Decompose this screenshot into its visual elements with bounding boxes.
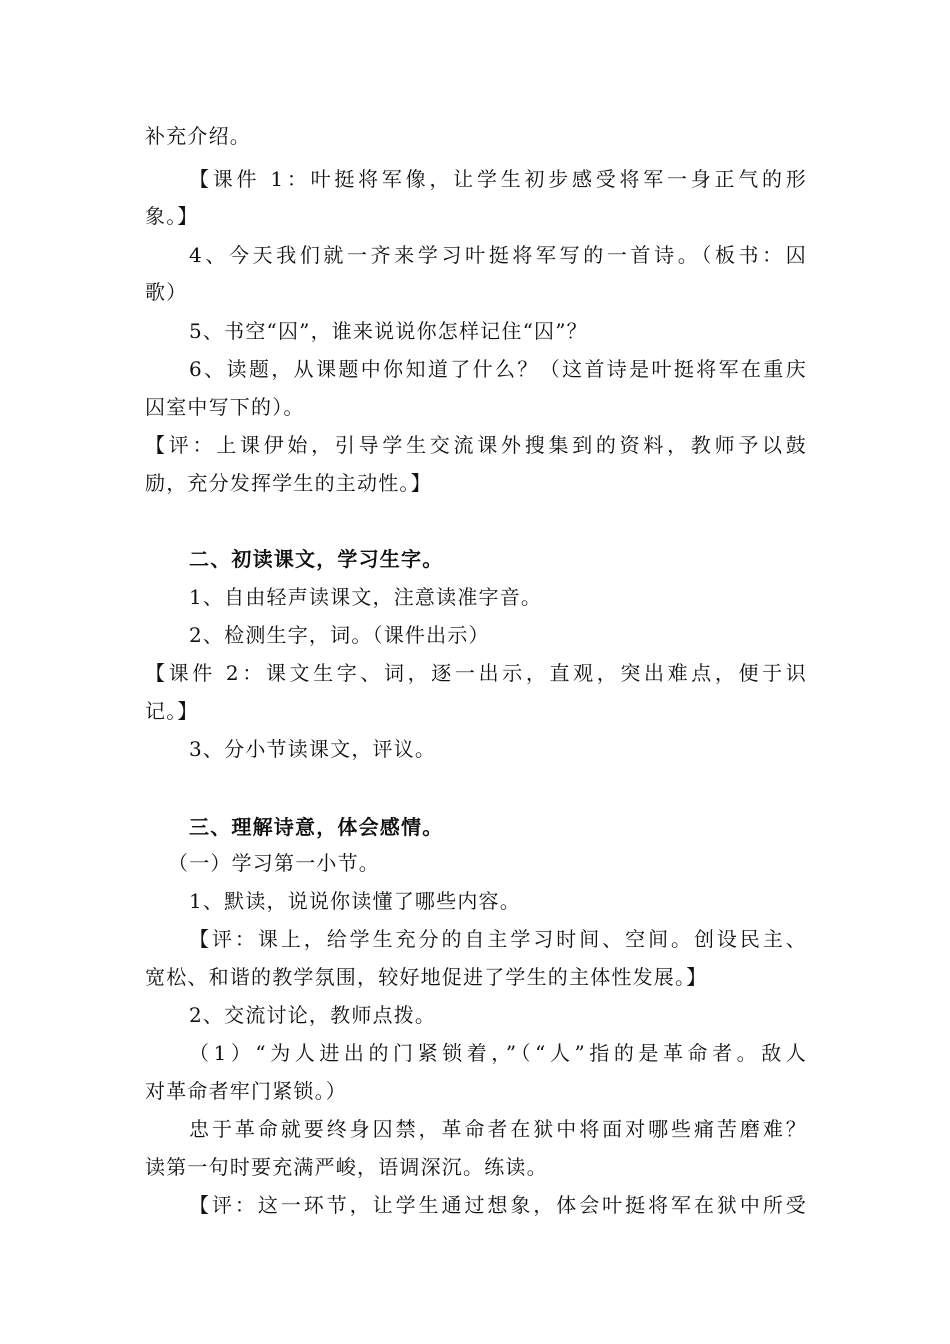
text-line: 【课件 1：叶挺将军像，让学生初步感受将军一身正气的形 [189,167,807,191]
text-line: 2、检测生字，词。（课件出示） [189,623,490,647]
text-line: 6、读题，从课题中你知道了什么？（这首诗是叶挺将军在重庆 [189,357,807,381]
text-line: 读第一句时要充满严峻，语调深沉。练读。 [145,1155,548,1179]
subsection-heading: （一）学习第一小节。 [168,851,380,875]
text-line: 【评：上课伊始，引导学生交流课外搜集到的资料，教师予以鼓 [145,433,807,457]
text-line: 4、今天我们就一齐来学习叶挺将军写的一首诗。（板书：囚 [189,243,807,267]
text-line: 1、默读，说说你读懂了哪些内容。 [189,889,521,913]
text-line: 忠于革命就要终身囚禁，革命者在狱中将面对哪些痛苦磨难？ [189,1117,807,1141]
text-line: 1、自由轻声读课文，注意读准字音。 [189,585,543,609]
text-line: （1）“为人进出的门紧锁着，”（“人”指的是革命者。敌人 [189,1041,807,1065]
text-line: 2、交流讨论，教师点拨。 [189,1003,437,1027]
text-line: 【评：这一环节，让学生通过想象，体会叶挺将军在狱中所受 [189,1193,807,1217]
section-heading: 三、理解诗意，体会感情。 [189,815,444,839]
text-line: 记。】 [145,699,199,723]
text-line: 歌） [145,280,188,304]
text-line: 【课件 2：课文生字、词，逐一出示，直观，突出难点，便于识 [145,661,807,685]
text-line: 对革命者牢门紧锁。） [145,1079,347,1103]
text-line: 5、书空“囚”，谁来说说你怎样记住“囚”？ [189,319,588,343]
text-line: 象。】 [145,204,199,228]
text-line: 补充介绍。 [145,124,251,148]
section-heading: 二、初读课文，学习生字。 [189,547,444,571]
text-line: 励，充分发挥学生的主动性。】 [145,471,432,495]
text-line: 【评：课上，给学生充分的自主学习时间、空间。创设民主、 [189,927,807,951]
text-line: 3、分小节读课文，评议。 [189,737,437,761]
text-line: 宽松、和谐的教学氛围，较好地促进了学生的主体性发展。】 [145,965,708,989]
text-line: 囚室中写下的）。 [145,395,305,419]
